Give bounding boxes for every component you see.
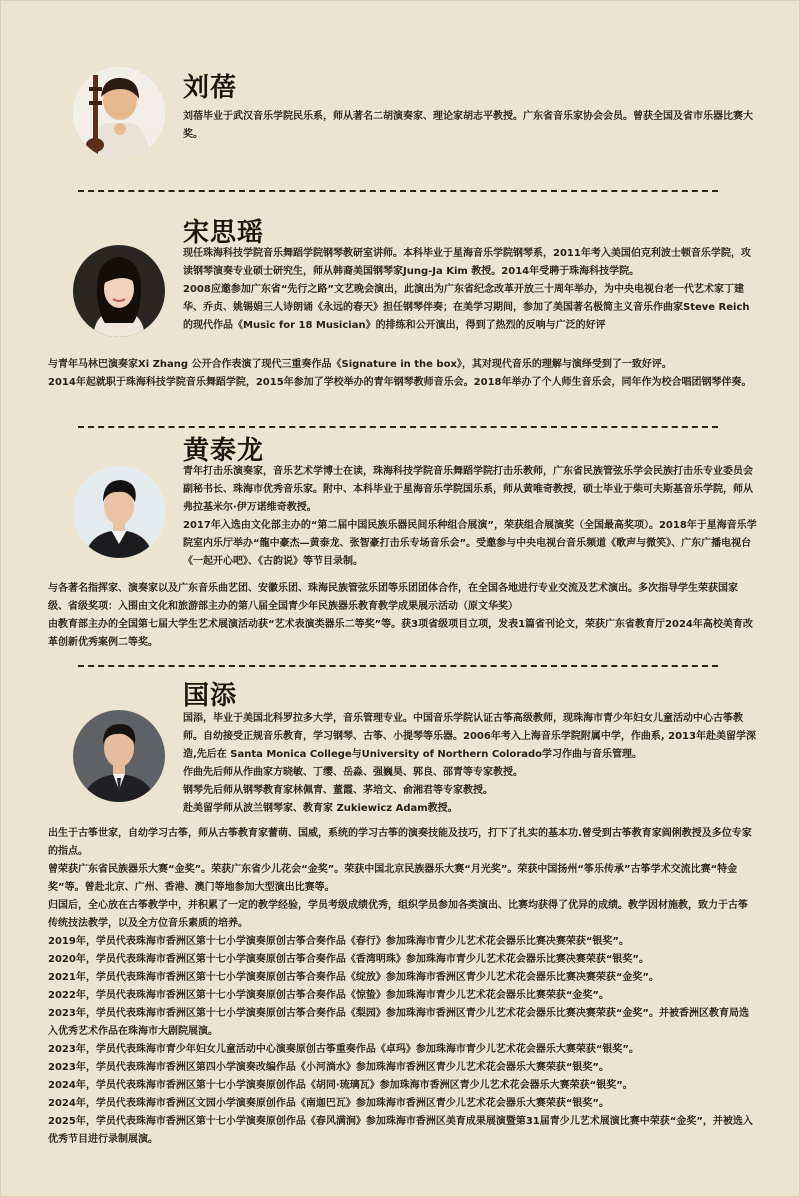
- bio-paragraph: 赴美留学师从波兰钢琴家、教育家 Zukiewicz Adam教授。: [183, 803, 458, 814]
- person-name: 黄泰龙: [183, 436, 265, 466]
- bio-paragraph: 2014年起就职于珠海科技学院音乐舞蹈学院，2015年参加了学校举办的青年钢琴教师音乐会。2018年举办了个人师生音乐会，同年作为校合唱团钢琴伴奏。: [48, 377, 752, 388]
- bio-paragraph: 国添，毕业于美国北科罗拉多大学，音乐管理专业。中国音乐学院认证古筝高级教师，现珠海市青少年妇女儿童活动中心古筝教师。自幼接受正规音乐教育，学习钢琴、古筝、小提琴等乐器。2006年考入上海音乐学院附属中学，作曲系, 2013年赴美留学深造,先后在 Santa Monica College与University of Northern Colorado学习作曲与音乐管理。: [183, 713, 756, 760]
- avatar-huang-tailong: [73, 466, 165, 558]
- avatar-liu-bei: [73, 67, 165, 159]
- avatar-guo-tian: [73, 710, 165, 802]
- bio-paragraph: 与各著名指挥家、演奏家以及广东音乐曲艺团、安徽乐团、珠海民族管弦乐团等乐团团体合作，在全国各地进行专业交流及艺术演出。多次指导学生荣获国家级、省级奖项：入围由文化和旅游部主办的第八届全国青少年民族器乐教育教学成果展示活动（原文华奖）: [48, 583, 738, 612]
- avatar-song-siyao: [73, 245, 165, 337]
- bio-paragraph: 2019年，学员代表珠海市香洲区第十七小学演奏原创古筝合奏作品《春行》参加珠海市青少儿艺术花会器乐比赛决赛荣获“银奖”。: [48, 936, 629, 947]
- bio-paragraph: 2021年，学员代表珠海市香洲区第十七小学演奏原创古筝合奏作品《绽放》参加珠海市香洲区青少儿艺术花会器乐比赛决赛荣获“金奖”。: [48, 972, 659, 983]
- bio-paragraph: 归国后，全心放在古筝教学中，并积累了一定的教学经验，学员考级成绩优秀，组织学员参加各类演出、比赛均获得了优异的成绩。教学因材施教，致力于古筝传统技法教学，以及全方位音乐素质的培养。: [48, 900, 748, 929]
- bio-paragraph: 作曲先后师从作曲家方晓敏、丁缨、岳淼、强巍昊、郭良、邵青等专家教授。: [183, 767, 523, 778]
- portrait-song-siyao: [73, 245, 165, 337]
- bio-paragraph: 曾荣获广东省民族器乐大赛“金奖”。荣获广东省少儿花会“金奖”。荣获中国北京民族器乐大赛“月光奖”。荣获中国扬州“筝乐传承”古筝学术交流比赛“特金奖”等。曾赴北京、广州、香港、澳门等地参加大型演出比赛等。: [48, 864, 738, 893]
- person-bio: [183, 710, 758, 818]
- portrait-huang-tailong: [73, 466, 165, 558]
- bio-paragraph: 青年打击乐演奏家，音乐艺术学博士在读，珠海科技学院音乐舞蹈学院打击乐教师，广东省民族管弦乐学会民族打击乐专业委员会副秘书长、珠海市优秀音乐家。附中、本科毕业于星海音乐学院国乐系，师从黄唯奇教授，硕士毕业于柴可夫斯基音乐学院，师从弗拉基米尔·伊万诺维奇教授。: [183, 466, 753, 513]
- bio-paragraph: 2023年，学员代表珠海市青少年妇女儿童活动中心演奏原创古筝重奏作品《卓玛》参加珠海市青少儿艺术花会器乐大赛荣获“银奖”。: [48, 1044, 639, 1055]
- section-divider: [78, 426, 718, 428]
- person-bio-full: [48, 825, 753, 1149]
- person-name: 刘蓓: [183, 73, 238, 103]
- bio-paragraph: 出生于古筝世家，自幼学习古筝，师从古筝教育家蕾萌、国威，系统的学习古筝的演奏技能及技巧，打下了扎实的基本功.曾受到古筝教育家阎俐教授及多位专家的指点。: [48, 828, 752, 857]
- bio-paragraph: 由教育部主办的全国第七届大学生艺术展演活动获“艺术表演类器乐二等奖”等。获3项省级项目立项，发表1篇省刊论文，荣获广东省教育厅2024年高校美育改革创新优秀案例二等奖。: [48, 619, 753, 648]
- bio-paragraph: 2023年，学员代表珠海市香洲区第四小学演奏改编作品《小河淌水》参加珠海市香洲区青少儿艺术花会器乐大赛荣获“银奖”。: [48, 1062, 609, 1073]
- bio-paragraph: 刘蓓毕业于武汉音乐学院民乐系，师从著名二胡演奏家、理论家胡志平教授。广东省音乐家协会会员。曾获全国及省市乐器比赛大奖。: [183, 111, 753, 140]
- bio-paragraph: 钢琴先后师从钢琴教育家林佩青、董霞、茅培文、俞湘君等专家教授。: [183, 785, 493, 796]
- person-name: 国添: [183, 681, 238, 711]
- bio-paragraph: 2022年，学员代表珠海市香洲区第十七小学演奏原创古筝合奏作品《惊蛰》参加珠海市青少儿艺术花会器乐比赛荣获“金奖”。: [48, 990, 609, 1001]
- bio-paragraph: 2017年入选由文化部主办的“第二届中国民族乐器民间乐种组合展演”，荣获组合展演奖（全国最高奖项）。2018年于星海音乐学院室内乐厅举办“龍中豪杰—黄泰龙、张智豪打击乐专场音乐会”。受邀参与中央电视台音乐频道《歌声与微笑》、广东广播电视台《一起开心吧》、《古韵说》等节目录制。: [183, 520, 757, 567]
- person-bio: [183, 463, 758, 571]
- bio-paragraph: 2023年，学员代表珠海市香洲区第十七小学演奏原创古筝合奏作品《梨园》参加珠海市香洲区青少儿艺术花会器乐比赛决赛荣获“金奖”。并被香洲区教育局选入优秀艺术作品在珠海市大剧院展演。: [48, 1008, 749, 1037]
- section-divider: [78, 665, 718, 667]
- bio-paragraph: 2020年，学员代表珠海市香洲区第十七小学演奏原创古筝合奏作品《香湾明珠》参加珠海市青少儿艺术花会器乐比赛决赛荣获“银奖”。: [48, 954, 649, 965]
- person-bio-full: [48, 356, 753, 392]
- person-bio: [183, 245, 758, 335]
- section-divider: [78, 190, 718, 192]
- bio-paragraph: 2008应邀参加广东省“先行之路”文艺晚会演出，此演出为广东省纪念改革开放三十周年举办，为中央电视台老一代艺术家丁建华、乔贞、姚锡娟三人诗朗诵《永远的春天》担任钢琴伴奏；在美学习期间，参加了美国著名极简主义音乐作曲家Steve Reich的现代作品《Music for 18 Musician》的排练和公开演出，得到了热烈的反响与广泛的好评: [183, 284, 750, 331]
- bio-paragraph: 与青年马林巴演奏家Xi Zhang 公开合作表演了现代三重奏作品《Signature in the box》，其对现代音乐的理解与演绎受到了一致好评。: [48, 359, 672, 370]
- person-bio-full: [48, 580, 753, 652]
- portrait-liu-bei: [73, 67, 165, 159]
- bio-paragraph: 现任珠海科技学院音乐舞蹈学院钢琴教研室讲师。本科毕业于星海音乐学院钢琴系，2011年考入美国伯克利波士顿音乐学院，攻读钢琴演奏专业硕士研究生，师从韩裔美国钢琴家Jung-Ja Kim 教授。2014年受聘于珠海科技学院。: [183, 248, 751, 277]
- bio-paragraph: 2025年，学员代表珠海市香洲区第十七小学演奏原创作品《春风满涧》参加珠海市香洲区美育成果展演暨第31届青少儿艺术展演比赛中荣获“金奖”，并被选入优秀节目进行录制展演。: [48, 1116, 753, 1145]
- bio-paragraph: 2024年，学员代表珠海市香洲区第十七小学演奏原创作品《胡同·琉璃瓦》参加珠海市香洲区青少儿艺术花会器乐大赛荣获“银奖”。: [48, 1080, 633, 1091]
- portrait-guo-tian: [73, 710, 165, 802]
- person-bio: [183, 108, 758, 144]
- bio-paragraph: 2024年，学员代表珠海市香洲区文园小学演奏原创作品《南迦巴瓦》参加珠海市香洲区青少儿艺术花会器乐大赛荣获“银奖”。: [48, 1098, 609, 1109]
- person-name: 宋思瑶: [183, 218, 265, 248]
